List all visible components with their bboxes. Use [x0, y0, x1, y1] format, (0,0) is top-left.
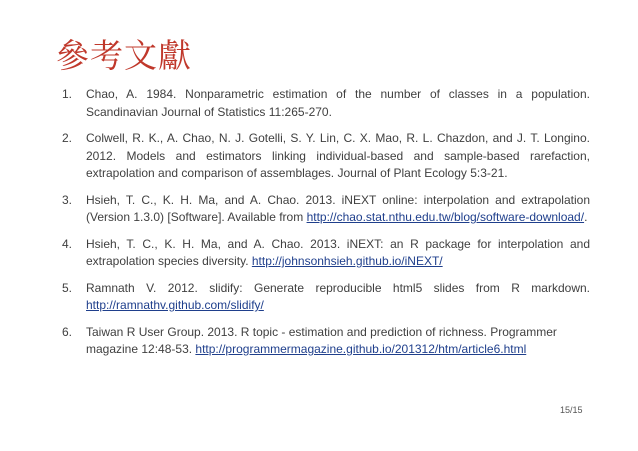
reference-text: [86, 280, 590, 315]
reference-number: 6.: [62, 324, 73, 339]
reference-number: 3.: [62, 192, 73, 207]
page-title: 參考文獻: [56, 36, 192, 75]
reference-item: [62, 192, 590, 227]
reference-item: [62, 280, 590, 315]
reference-trailing: .: [584, 210, 588, 224]
reference-text: [86, 236, 590, 271]
reference-text: [86, 324, 590, 359]
reference-citation: Taiwan R User Group. 2013. R topic - estimation and prediction of richness. Programmer magazine 12:48-53.: [86, 324, 557, 356]
reference-citation: Hsieh, T. C., K. H. Ma, and A. Chao. 2013. iNEXT online: interpolation and extrapolation (Version 1.3.0) [Software]. Available from: [86, 192, 590, 224]
reference-link[interactable]: http://chao.stat.nthu.edu.tw/blog/software-download/: [306, 210, 585, 224]
reference-text: [86, 192, 590, 227]
reference-citation: Ramnath V. 2012. slidify: Generate reproducible html5 slides from R markdown.: [86, 280, 590, 295]
reference-item: [62, 236, 590, 271]
reference-link[interactable]: http://ramnathv.github.com/slidify/: [86, 298, 264, 312]
reference-number: 2.: [62, 131, 73, 145]
reference-number: 4.: [62, 236, 73, 251]
reference-citation: Colwell, R. K., A. Chao, N. J. Gotelli, S. Y. Lin, C. X. Mao, R. L. Chazdon, and J. T. Longino. 2012. Models and estimators linking individual-based and sample-based rarefaction, extrapolation and comparison of assemblages. Journal of Plant Ecology 5:3-21.: [86, 131, 590, 180]
reference-citation: Chao, A. 1984. Nonparametric estimation of the number of classes in a population. Scandinavian Journal of Statistics 11:265-270.: [86, 87, 590, 119]
reference-text: [86, 86, 590, 121]
page-number: 15/15: [560, 405, 583, 415]
reference-item: [62, 130, 590, 183]
reference-item: [62, 86, 590, 121]
reference-list: [62, 86, 590, 368]
reference-link[interactable]: http://johnsonhsieh.github.io/iNEXT/: [251, 254, 443, 268]
reference-number: 1.: [62, 87, 73, 101]
reference-link[interactable]: http://programmermagazine.github.io/201312/htm/article6.html: [195, 342, 527, 356]
reference-text: [86, 130, 590, 183]
reference-number: 5.: [62, 280, 73, 295]
reference-citation: Hsieh, T. C., K. H. Ma, and A. Chao. 2013. iNEXT: an R package for interpolation and extrapolation species diversity.: [86, 236, 590, 268]
reference-item: [62, 324, 590, 359]
